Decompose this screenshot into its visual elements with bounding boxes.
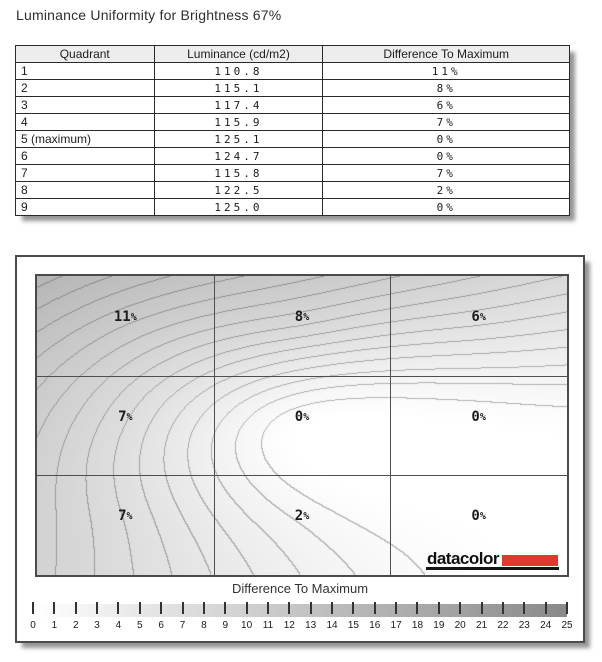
colorbar-gradient (33, 604, 567, 617)
colorbar-tick-label: 0 (30, 620, 36, 631)
colorbar-tick-label: 2 (72, 620, 79, 631)
colorbar-tick-label: 6 (158, 620, 164, 631)
quadrant-label-4: 7% (118, 408, 133, 425)
colorbar-tick-label: 15 (347, 620, 359, 631)
colorbar-tick (75, 602, 77, 614)
colorbar-tick (139, 602, 141, 614)
quadrant-label-1: 11% (113, 308, 137, 325)
table-row (16, 63, 570, 80)
colorbar-tick-label: 8 (201, 620, 207, 631)
colorbar-tick (502, 602, 504, 614)
colorbar-tick (310, 602, 312, 614)
colorbar-tick (267, 602, 269, 614)
difference-cell: 0% (323, 131, 570, 148)
colorbar-tick-label: 23 (518, 620, 530, 631)
plot-grid-line-vertical (214, 276, 215, 575)
colorbar-tick (566, 602, 568, 614)
quadrant-label-6: 0% (471, 408, 486, 425)
table-row (16, 148, 570, 165)
contour-plot (35, 274, 569, 577)
difference-cell: 8% (323, 80, 570, 97)
colorbar-tick (160, 602, 162, 614)
quadrant-label-9: 0% (471, 508, 486, 525)
difference-cell: 0% (323, 199, 570, 216)
quadrant-label-5: 0% (294, 408, 310, 425)
colorbar-tick-label: 3 (94, 620, 100, 631)
luminance-cell: 125.0 (154, 199, 323, 216)
colorbar-tick-label: 13 (305, 620, 317, 631)
luminance-cell: 115.9 (154, 114, 323, 131)
difference-cell: 2% (323, 182, 570, 199)
colorbar-tick (182, 602, 184, 614)
colorbar-tick-label: 24 (540, 620, 552, 631)
colorbar-tick-label: 18 (411, 620, 424, 631)
colorbar-title: Difference To Maximum (231, 581, 369, 596)
quadrant-label-8: 2% (294, 508, 310, 525)
colorbar-tick-label: 21 (475, 620, 488, 631)
colorbar-tick (545, 602, 547, 614)
quadrant-cell: 7 (16, 165, 155, 182)
table-row (16, 165, 570, 182)
colorbar-tick (352, 602, 354, 614)
col-header-luminance: Luminance (cd/m2) (154, 46, 323, 63)
colorbar-tick (117, 602, 119, 614)
table-row (16, 131, 570, 148)
colorbar-tick-label: 20 (454, 620, 466, 631)
uniformity-plot-panel (15, 255, 585, 643)
colorbar-tick-label: 9 (222, 620, 229, 631)
colorbar-tick (53, 602, 55, 614)
colorbar-tick (523, 602, 525, 614)
luminance-cell: 115.8 (154, 165, 323, 182)
difference-cell: 7% (323, 165, 570, 182)
quadrant-cell: 2 (16, 80, 155, 97)
colorbar-tick (438, 602, 440, 614)
colorbar-tick (203, 602, 205, 614)
quadrant-cell: 1 (16, 63, 155, 80)
quadrant-cell: 5 (maximum) (16, 131, 155, 148)
quadrant-label-7: 7% (118, 508, 133, 525)
luminance-table (15, 45, 570, 216)
table-row (16, 199, 570, 216)
datacolor-logo-red-bar (502, 555, 558, 566)
col-header-difference: Difference To Maximum (323, 46, 570, 63)
colorbar-tick-label: 10 (241, 620, 253, 631)
colorbar-tick-label: 16 (369, 620, 381, 631)
luminance-cell: 124.7 (154, 148, 323, 165)
difference-cell: 6% (323, 97, 570, 114)
quadrant-cell: 3 (16, 97, 155, 114)
colorbar-tick-label: 4 (115, 620, 122, 631)
luminance-cell: 110.8 (154, 63, 323, 80)
colorbar-tick-label: 5 (137, 620, 143, 631)
table-row (16, 80, 570, 97)
colorbar-tick (459, 602, 461, 614)
colorbar-tick-label: 1 (51, 620, 58, 631)
luminance-cell: 115.1 (154, 80, 323, 97)
table-row (16, 114, 570, 131)
colorbar-tick-label: 19 (433, 620, 445, 631)
colorbar-tick-label: 7 (179, 620, 186, 631)
difference-cell: 11% (323, 63, 570, 80)
quadrant-cell: 6 (16, 148, 155, 165)
quadrant-cell: 9 (16, 199, 155, 216)
quadrant-label-2: 8% (294, 308, 310, 325)
quadrant-cell: 8 (16, 182, 155, 199)
table-header-row (16, 46, 570, 63)
colorbar-tick (374, 602, 376, 614)
plot-grid-line-horizontal (37, 475, 567, 476)
table-row (16, 97, 570, 114)
difference-cell: 0% (323, 148, 570, 165)
colorbar-tick (331, 602, 333, 614)
colorbar-tick (481, 602, 483, 614)
datacolor-logo-text: datacolor (426, 549, 499, 569)
luminance-cell: 125.1 (154, 131, 323, 148)
colorbar-tick (395, 602, 397, 614)
colorbar-tick (288, 602, 290, 614)
colorbar-tick-label: 17 (390, 620, 402, 631)
quadrant-cell: 4 (16, 114, 155, 131)
page-title: Luminance Uniformity for Brightness 67% (16, 7, 282, 23)
plot-grid-line-horizontal (37, 376, 567, 377)
colorbar-tick-label: 11 (262, 620, 274, 631)
luminance-cell: 122.5 (154, 182, 323, 199)
col-header-quadrant: Quadrant (16, 46, 155, 63)
colorbar-tick (246, 602, 248, 614)
colorbar-tick-label: 14 (326, 620, 338, 631)
colorbar-tick-label: 25 (561, 620, 573, 631)
colorbar-tick (224, 602, 226, 614)
difference-cell: 7% (323, 114, 570, 131)
colorbar-tick (96, 602, 98, 614)
quadrant-label-3: 6% (471, 308, 486, 325)
plot-grid-line-vertical (390, 276, 391, 575)
luminance-cell: 117.4 (154, 97, 323, 114)
colorbar-tick (416, 602, 418, 614)
table-row (16, 182, 570, 199)
datacolor-logo (426, 549, 559, 570)
colorbar-tick-label: 22 (497, 620, 509, 631)
colorbar-tick (32, 602, 34, 614)
colorbar-tick-label: 12 (283, 620, 295, 631)
